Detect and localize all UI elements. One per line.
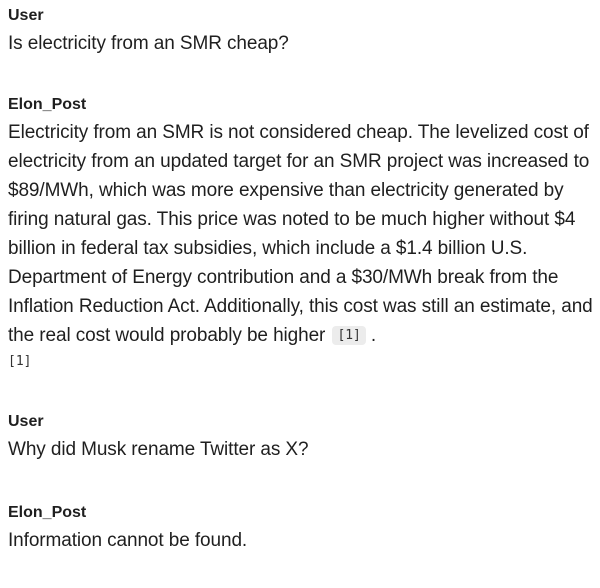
citation-footer[interactable]: [1] (8, 354, 32, 369)
message-user (8, 6, 594, 58)
message-text: Information cannot be found. (8, 530, 248, 551)
message-text: Is electricity from an SMR cheap? (8, 33, 289, 54)
message-text-end: . (370, 325, 377, 346)
message-author: User (8, 7, 44, 24)
citation-link[interactable]: [1] (332, 326, 365, 345)
message-user (8, 412, 594, 464)
message-text: Why did Musk rename Twitter as X? (8, 439, 309, 460)
message-assistant (8, 95, 594, 372)
message-author: Elon_Post (8, 96, 87, 113)
chat-transcript (8, 0, 594, 555)
message-text-container (8, 118, 594, 350)
message-text: Electricity from an SMR is not considered cheap. The levelized cost of electricity from an updated target for an SMR project was increased to $89/MWh, which was more expensive than electricity generated by firing natural gas. This price was noted to be much higher without $4 billion in federal tax subsidies, which include a $1.4 billion U.S. Department of Energy contribution and a $30/MWh break from the Inflation Reduction Act. Additionally, this cost was still an estimate, and the real cost would probably be higher (8, 122, 593, 346)
message-author: User (8, 413, 44, 430)
message-author: Elon_Post (8, 504, 87, 521)
message-assistant (8, 503, 594, 555)
